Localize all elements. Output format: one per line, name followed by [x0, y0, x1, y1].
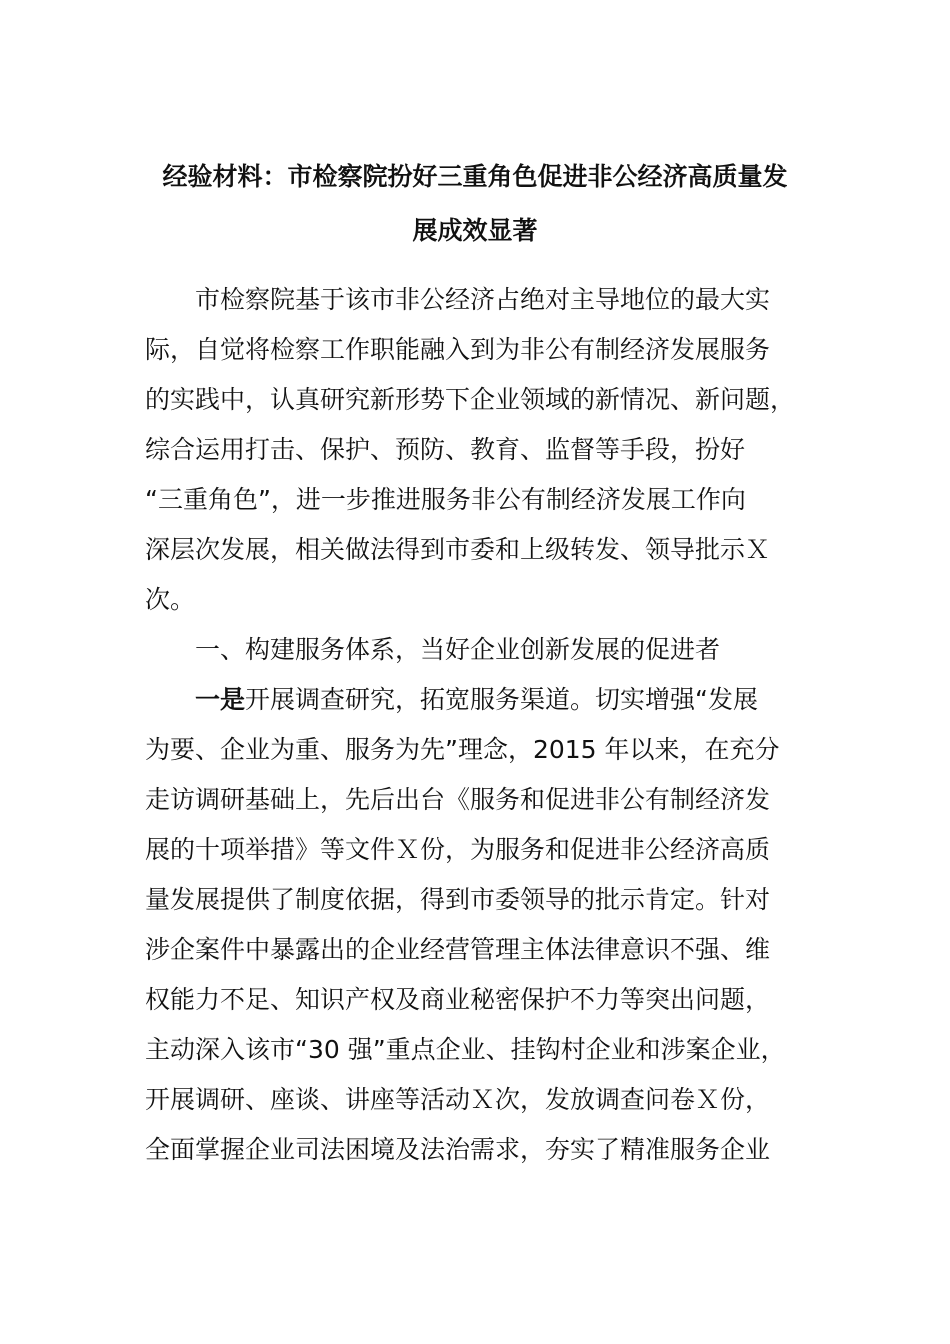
paragraph-1-line: 的实践中，认真研究新形势下企业领域的新情况、新问题，: [145, 385, 796, 414]
paragraph-2-line: 走访调研基础上，先后出台《服务和促进非公有制经济发: [145, 785, 771, 814]
emphasis-lead: 一是: [195, 685, 246, 714]
paragraph-1-line: 次。: [145, 585, 196, 614]
document-title: [120, 150, 830, 258]
paragraph-2-line: 为要、企业为重、服务为先”理念，2015 年以来，在充分: [145, 735, 780, 764]
title-line-1: 经验材料：市检察院扮好三重角色促进非公经济高质量发: [162, 162, 788, 191]
paragraph-2-line: 全面掌握企业司法困境及法治需求，夯实了精准服务企业: [145, 1135, 771, 1164]
title-line-2: 展成效显著: [412, 216, 538, 245]
paragraph-2-first-line-text: 开展调查研究，拓宽服务渠道。切实增强“发展: [245, 685, 758, 714]
paragraph-1-line: 际，自觉将检察工作职能融入到为非公有制经济发展服务: [145, 335, 771, 364]
paragraph-2-first-line: [145, 685, 875, 715]
paragraph-2-line: 涉企案件中暴露出的企业经营管理主体法律意识不强、维: [145, 935, 771, 964]
paragraph-1-line: “三重角色”，进一步推进服务非公有制经济发展工作向: [145, 485, 746, 514]
paragraph-2-line: 权能力不足、知识产权及商业秘密保护不力等突出问题，: [145, 985, 771, 1014]
paragraph-2-line: 展的十项举措》等文件Ｘ份，为服务和促进非公经济高质: [145, 835, 771, 864]
paragraph-2-line: 主动深入该市“30 强”重点企业、挂钩村企业和涉案企业，: [145, 1035, 786, 1064]
paragraph-2-line: 开展调研、座谈、讲座等活动Ｘ次，发放调查问卷Ｘ份，: [145, 1085, 771, 1114]
paragraph-1-line: 综合运用打击、保护、预防、教育、监督等手段，扮好: [145, 435, 746, 464]
paragraph-2-line: 量发展提供了制度依据，得到市委领导的批示肯定。针对: [145, 885, 771, 914]
section-heading: 一、构建服务体系，当好企业创新发展的促进者: [195, 635, 721, 664]
paragraph-1-line: 深层次发展，相关做法得到市委和上级转发、领导批示Ｘ: [145, 535, 771, 564]
paragraph-1-line: 市检察院基于该市非公经济占绝对主导地位的最大实: [195, 285, 771, 314]
